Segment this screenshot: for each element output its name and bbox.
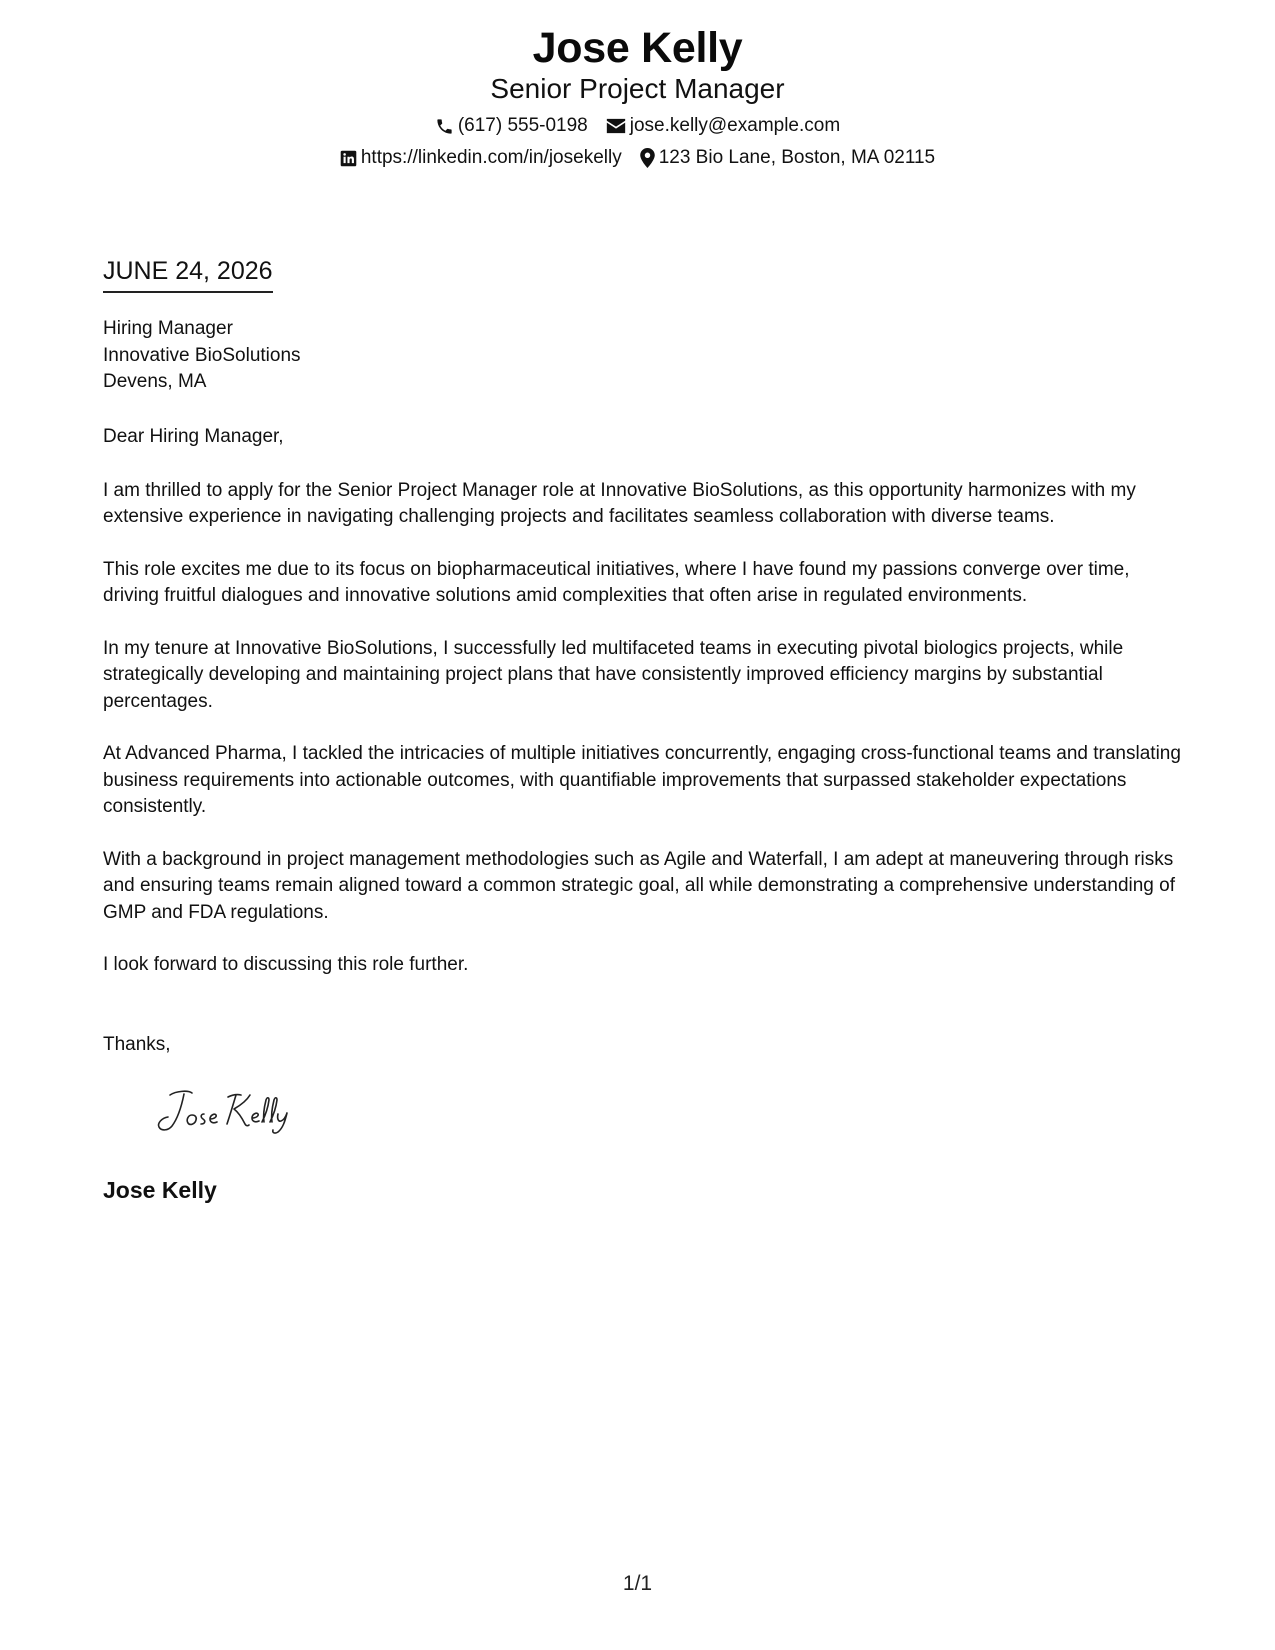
recipient-line-3: Devens, MA bbox=[103, 371, 207, 392]
signer-name: Jose Kelly bbox=[103, 1177, 217, 1203]
page-number: 1/1 bbox=[622, 1572, 653, 1595]
phone-text: (617) 555-0198 bbox=[457, 115, 588, 136]
body-paragraph-6: I look forward to discussing this role further. bbox=[103, 954, 469, 975]
closing-phrase: Thanks, bbox=[103, 1034, 171, 1055]
recipient-block bbox=[103, 316, 301, 396]
letter-body bbox=[103, 424, 1183, 1005]
body-paragraph-4: At Advanced Pharma, I tackled the intricacies of multiple initiatives concurrently, engaging cross-functional teams and translating business requirements into actionable outcomes, with quantifiable improvements that surpassed stakeholder expectations consistently. bbox=[103, 743, 1181, 817]
email-link[interactable]: jose.kelly@example.com bbox=[629, 115, 841, 136]
letter-header bbox=[0, 22, 1275, 170]
contact-address bbox=[640, 146, 935, 170]
recipient-line-2: Innovative BioSolutions bbox=[103, 344, 301, 366]
recipient-line-1: Hiring Manager bbox=[103, 318, 233, 339]
applicant-title: Senior Project Manager bbox=[490, 73, 785, 104]
body-paragraph-2: This role excites me due to its focus on biopharmaceutical initiatives, where I have found my passions converge over time, driving fruitful dialogues and innovative solutions amid complexities that often arise in regulated environments. bbox=[103, 558, 1130, 606]
salutation: Dear Hiring Manager, bbox=[103, 426, 284, 447]
contact-row-primary bbox=[0, 114, 1275, 138]
contact-phone bbox=[435, 114, 588, 138]
linkedin-link[interactable]: https://linkedin.com/in/josekelly bbox=[360, 147, 622, 168]
linkedin-icon bbox=[340, 150, 357, 167]
map-marker-icon bbox=[640, 148, 655, 168]
contact-linkedin bbox=[340, 146, 622, 170]
contact-email bbox=[606, 114, 840, 138]
envelope-icon bbox=[606, 118, 626, 134]
body-paragraph-3: In my tenure at Innovative BioSolutions, I successfully led multifaceted teams in executing pivotal biologics projects, while strategically developing and maintaining project plans that have consistently improved efficiency margins by substantial percentages. bbox=[103, 637, 1124, 712]
handwritten-signature bbox=[148, 1085, 318, 1137]
contact-row-secondary bbox=[0, 146, 1275, 170]
address-text: 123 Bio Lane, Boston, MA 02115 bbox=[658, 147, 936, 168]
applicant-name: Jose Kelly bbox=[532, 24, 743, 72]
phone-icon bbox=[435, 117, 454, 136]
letter-date: JUNE 24, 2026 bbox=[103, 256, 273, 293]
body-paragraph-1: I am thrilled to apply for the Senior Project Manager role at Innovative BioSolutions, as this opportunity harmonizes with my extensive experience in navigating challenging projects and facilitates seamless collaboration with diverse teams. bbox=[103, 479, 1136, 527]
body-paragraph-5: With a background in project management methodologies such as Agile and Waterfall, I am adept at maneuvering through risks and ensuring teams remain aligned toward a common strategic goal, all while demonstrating a comprehensive understanding of GMP and FDA regulations. bbox=[103, 848, 1175, 923]
